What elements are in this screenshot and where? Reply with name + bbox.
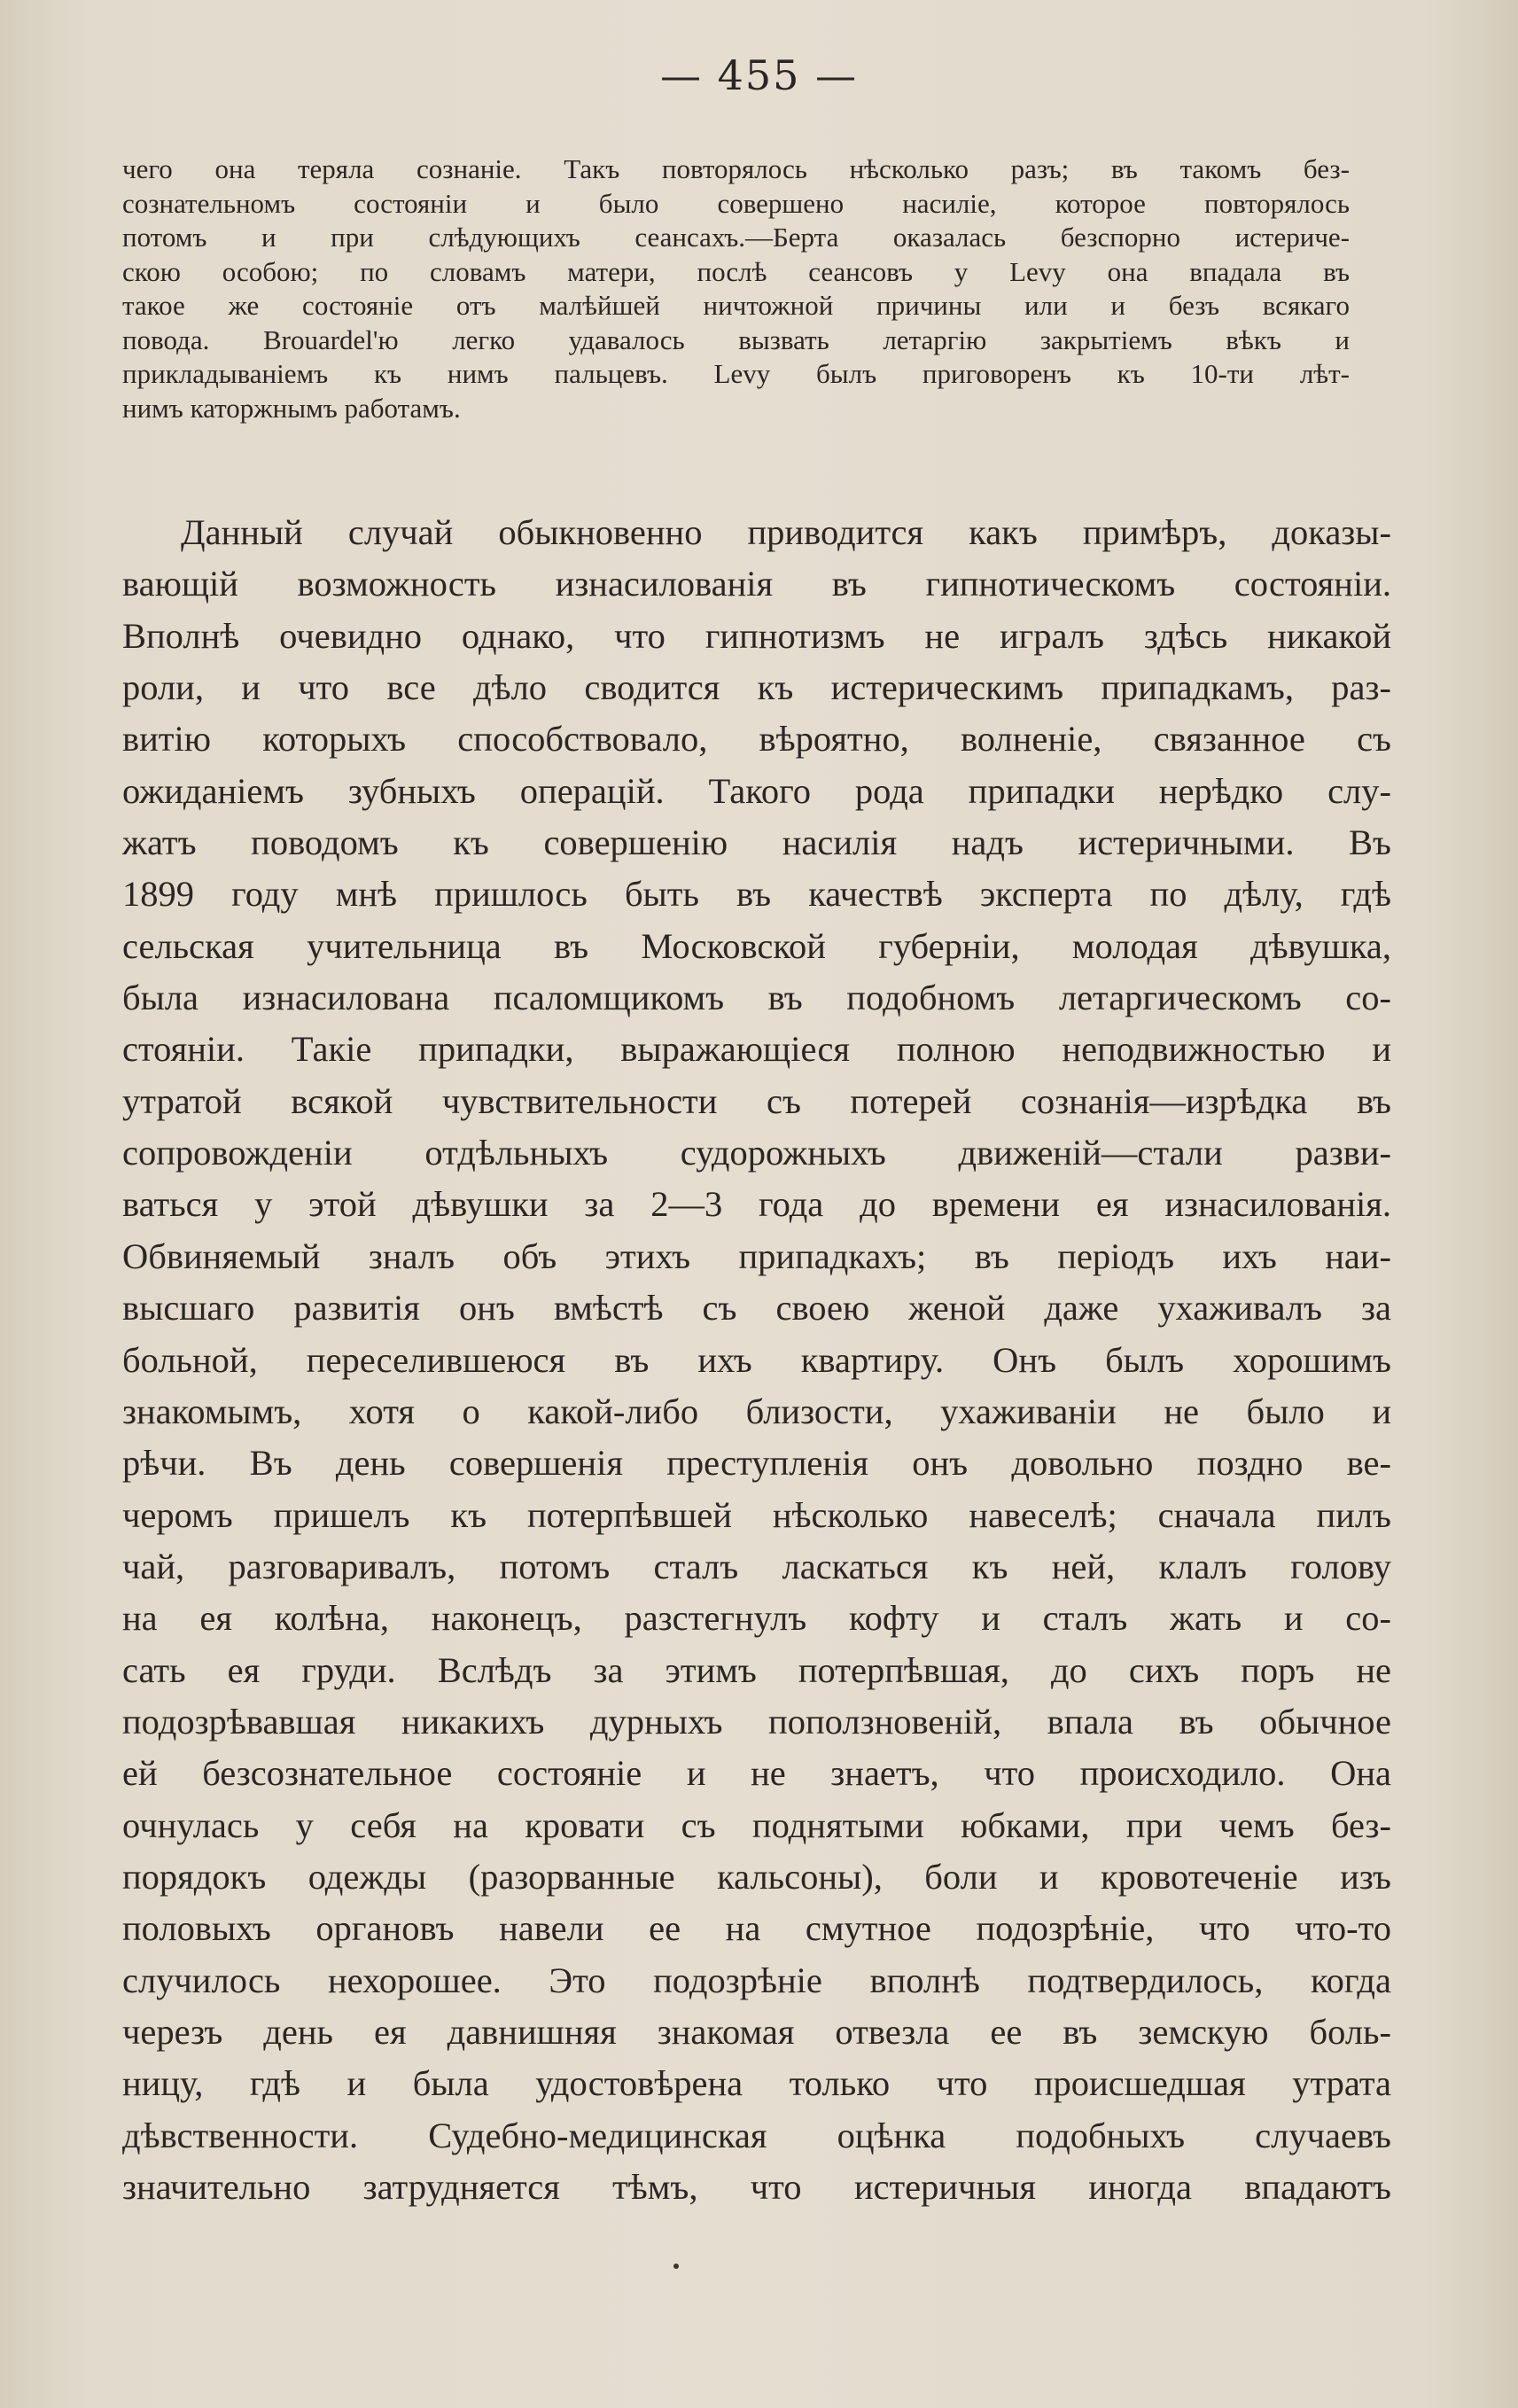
main-paragraph: [122, 507, 1391, 2213]
text-line: высшаго развитія онъ вмѣстѣ съ своею женой даже ухаживалъ за: [122, 1288, 1391, 1329]
text-line: 1899 году мнѣ пришлось быть въ качествѣ эксперта по дѣлу, гдѣ: [122, 874, 1391, 915]
text-line: половыхъ органовъ навели ее на смутное подозрѣніе, что что-то: [122, 1908, 1391, 1949]
text-line: сельская учительница въ Московской губерніи, молодая дѣвушка,: [122, 925, 1391, 966]
text-line: ожиданіемъ зубныхъ операцій. Такого рода припадки нерѣдко слу-: [122, 770, 1391, 811]
text-line: скою особою; по словамъ матери, послѣ сеансовъ у Levy она впадала въ: [122, 255, 1350, 287]
text-line: нимъ каторжнымъ работамъ.: [122, 392, 461, 424]
text-line: сать ея груди. Вслѣдъ за этимъ потерпѣвшая, до сихъ поръ не: [122, 1649, 1391, 1690]
text-line: чего она теряла сознаніе. Такъ повторялось нѣсколько разъ; въ такомъ без-: [122, 153, 1350, 184]
text-line: повода. Brouardel'ю легко удавалось вызвать летаргію закрытіемъ вѣкъ и: [122, 323, 1350, 355]
text-line: сознательномъ состояніи и было совершено насиліе, которое повторялось: [122, 187, 1350, 219]
text-line: вающій возможность изнасилованія въ гипнотическомъ состояніи.: [122, 564, 1391, 604]
text-line: подозрѣвавшая никакихъ дурныхъ поползновеній, впала въ обычное: [122, 1701, 1391, 1742]
text-line: ваться у этой дѣвушки за 2—3 года до времени ея изнасилованія.: [122, 1184, 1391, 1225]
text-line: больной, переселившеюся въ ихъ квартиру. Онъ былъ хорошимъ: [122, 1339, 1391, 1380]
text-line: на ея колѣна, наконецъ, разстегнулъ кофту и сталъ жать и со-: [122, 1598, 1391, 1639]
text-line: знакомымъ, хотя о какой-либо близости, ухаживаніи не было и: [122, 1391, 1391, 1431]
text-line: ей безсознательное состояніе и не знаетъ, что происходило. Она: [122, 1753, 1391, 1794]
case-description-paragraph: [122, 152, 1350, 425]
text-line: Обвиняемый зналъ объ этихъ припадкахъ; въ періодъ ихъ наи-: [122, 1235, 1391, 1276]
text-line: значительно затрудняется тѣмъ, что истеричныя иногда впадаютъ: [122, 2167, 1391, 2207]
text-line: потомъ и при слѣдующихъ сеансахъ.—Берта оказалась безспорно истериче-: [122, 222, 1350, 253]
text-line: Вполнѣ очевидно однако, что гипнотизмъ не игралъ здѣсь никакой: [122, 615, 1391, 656]
text-line: утратой всякой чувствительности съ потерей сознанія—изрѣдка въ: [122, 1080, 1391, 1121]
text-line: роли, и что все дѣло сводится къ истерическимъ припадкамъ, раз-: [122, 667, 1391, 708]
text-line: жатъ поводомъ къ совершенію насилія надъ истеричными. Въ: [122, 822, 1391, 863]
print-speck: [673, 2264, 679, 2269]
text-line: сопровожденіи отдѣльныхъ судорожныхъ движеній—стали разви-: [122, 1133, 1391, 1173]
text-line: чай, разговаривалъ, потомъ сталъ ласкаться къ ней, клалъ голову: [122, 1546, 1391, 1586]
text-line: дѣвственности. Судебно-медицинская оцѣнка подобныхъ случаевъ: [122, 2115, 1391, 2155]
text-line: очнулась у себя на кровати съ поднятыми юбками, при чемъ без-: [122, 1804, 1391, 1845]
text-line: черомъ пришелъ къ потерпѣвшей нѣсколько навеселѣ; сначала пилъ: [122, 1494, 1391, 1535]
text-line: черезъ день ея давнишняя знакомая отвезла ее въ земскую боль-: [122, 2011, 1391, 2052]
text-line: ницу, гдѣ и была удостовѣрена только что происшедшая утрата: [122, 2063, 1391, 2104]
text-line: прикладываніемъ къ нимъ пальцевъ. Levy былъ приговоренъ къ 10-ти лѣт-: [122, 358, 1350, 389]
text-line: была изнасилована псаломщикомъ въ подобномъ летаргическомъ со-: [122, 978, 1391, 1018]
text-line: рѣчи. Въ день совершенія преступленія онъ довольно поздно ве-: [122, 1443, 1391, 1484]
text-line: Данный случай обыкновенно приводится какъ примѣръ, доказы-: [181, 512, 1391, 552]
text-line: порядокъ одежды (разорванные кальсоны), боли и кровотеченіе изъ: [122, 1856, 1391, 1897]
page-number: — 455 —: [659, 51, 859, 99]
text-line: витію которыхъ способствовало, вѣроятно, волненіе, связанное съ: [122, 719, 1391, 760]
text-line: такое же состояніе отъ малѣйшей ничтожной причины или и безъ всякаго: [122, 290, 1350, 321]
text-line: стояніи. Такіе припадки, выражающіеся полною неподвижностью и: [122, 1029, 1391, 1070]
text-line: случилось нехорошее. Это подозрѣніе вполнѣ подтвердилось, когда: [122, 1960, 1391, 2000]
